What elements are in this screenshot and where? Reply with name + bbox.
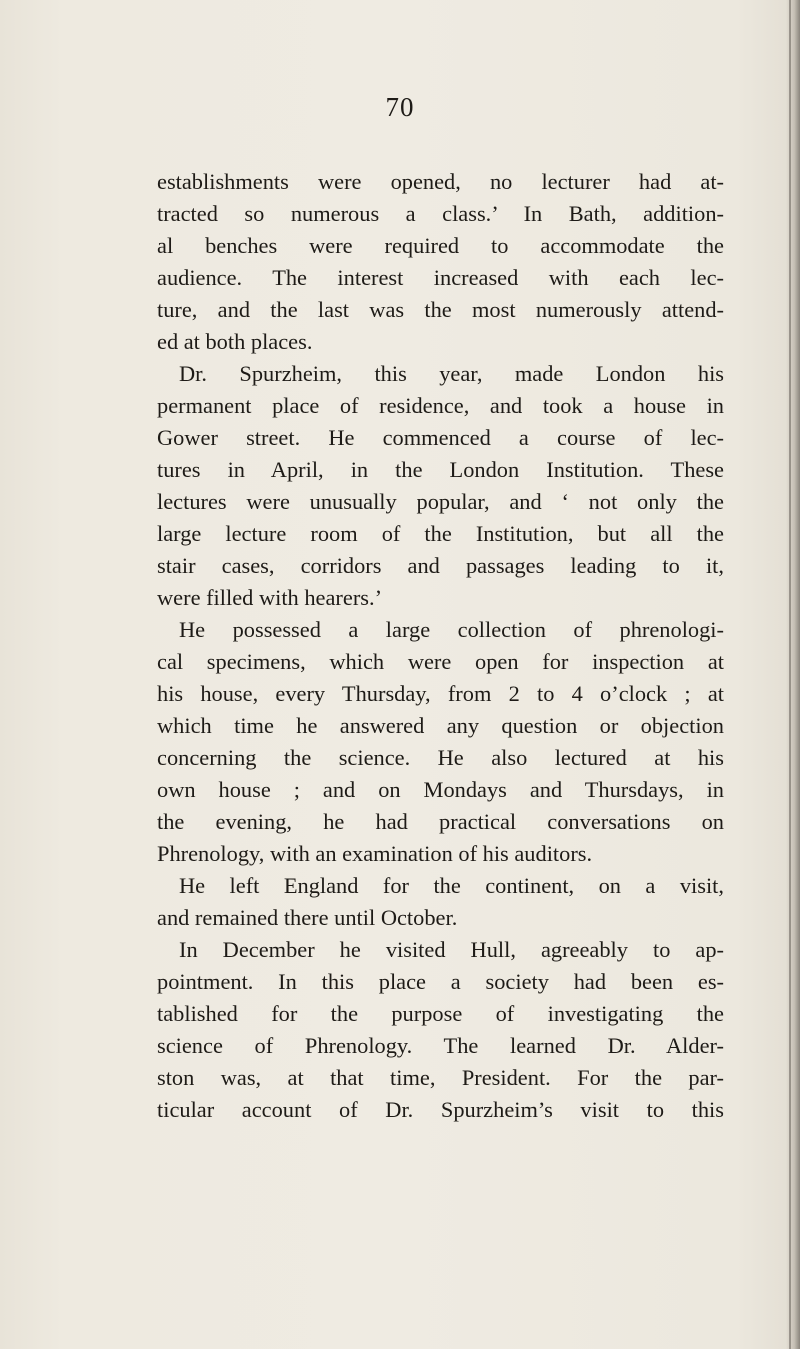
text-line: Phrenology, with an examination of his auditors.	[157, 841, 593, 866]
text-line: He left England for the continent, on a visit,	[179, 873, 724, 898]
page-edge-line	[789, 0, 791, 1349]
text-line: lectures were unusually popular, and ‘ not only the	[157, 489, 724, 514]
text-line: tracted so numerous a class.’ In Bath, addition-	[157, 201, 724, 226]
text-line: ticular account of Dr. Spurzheim’s visit to this	[157, 1097, 724, 1122]
text-line: large lecture room of the Institution, but all the	[157, 521, 724, 546]
text-line: He possessed a large collection of phrenologi-	[179, 617, 724, 642]
text-line: In December he visited Hull, agreeably to ap-	[179, 937, 724, 962]
text-line: ston was, at that time, President. For the par-	[157, 1065, 724, 1090]
text-line: ture, and the last was the most numerously attend-	[157, 297, 724, 322]
text-line: cal specimens, which were open for inspection at	[157, 649, 724, 674]
body-text	[157, 166, 724, 1126]
text-line: and remained there until October.	[157, 905, 458, 930]
text-line: tures in April, in the London Institution. These	[157, 457, 724, 482]
text-line: the evening, he had practical conversations on	[157, 809, 724, 834]
text-line: stair cases, corridors and passages leading to it,	[157, 553, 724, 578]
text-line: Dr. Spurzheim, this year, made London his	[179, 361, 724, 386]
text-line: audience. The interest increased with each lec-	[157, 265, 724, 290]
text-line: his house, every Thursday, from 2 to 4 o’clock ; at	[157, 681, 724, 706]
text-line: concerning the science. He also lectured at his	[157, 745, 724, 770]
text-line: tablished for the purpose of investigating the	[157, 1001, 724, 1026]
text-line: al benches were required to accommodate the	[157, 233, 724, 258]
text-line: Gower street. He commenced a course of lec-	[157, 425, 724, 450]
text-line: own house ; and on Mondays and Thursdays, in	[157, 777, 724, 802]
text-line: pointment. In this place a society had been es-	[157, 969, 724, 994]
text-line: were filled with hearers.’	[157, 585, 383, 610]
text-line: permanent place of residence, and took a house in	[157, 393, 724, 418]
text-line: establishments were opened, no lecturer had at-	[157, 169, 724, 194]
text-line: which time he answered any question or objection	[157, 713, 724, 738]
page-number: 70	[385, 92, 415, 122]
text-line: ed at both places.	[157, 329, 313, 354]
text-line: science of Phrenology. The learned Dr. Alder-	[157, 1033, 724, 1058]
